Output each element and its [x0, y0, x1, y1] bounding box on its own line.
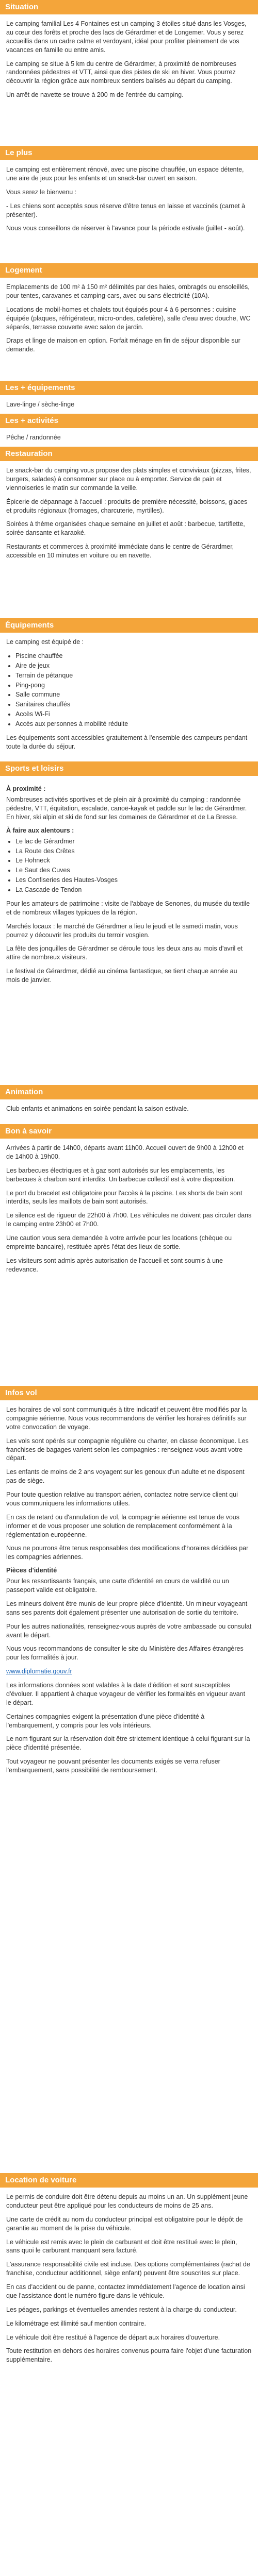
list-item: • Piscine chauffée	[15, 652, 252, 660]
section-body-equipements	[0, 633, 258, 761]
paragraph: Nous vous conseillons de réserver à l'avance pour la période estivale (juillet - août).	[6, 225, 245, 232]
list-item: • Ping-pong	[15, 681, 252, 690]
paragraph: Une carte de crédit au nom du conducteur principal est obligatoire pour le dépôt de garantie au moment de la prise du véhicule.	[6, 2215, 243, 2232]
subheading: À proximité :	[6, 785, 46, 792]
list-item: • Le Hohneck	[15, 856, 252, 865]
section-body-sports	[0, 776, 258, 1085]
paragraph: Pour les autres nationalités, renseignez-vous auprès de votre ambassade ou consulat avant le départ.	[6, 1622, 252, 1639]
paragraph: Les informations données sont valables à la date d'édition et sont susceptibles d'évoluer. Il appartient à chaque voyageur de vérifier les formalités en vigueur avant le départ.	[6, 1682, 246, 1706]
section-header-logement	[0, 263, 258, 278]
section-header-lieu	[0, 146, 258, 160]
paragraph: Les équipements sont accessibles gratuitement à l'ensemble des campeurs pendant toute la durée du séjour.	[6, 734, 248, 750]
paragraph: Les visiteurs sont admis après autorisation de l'accueil et sont soumis à une redevance.	[6, 1257, 223, 1273]
paragraph: Arrivées à partir de 14h00, départs avant 11h00. Accueil ouvert de 9h00 à 12h00 et de 14h00 à 19h00.	[6, 1144, 244, 1160]
section-header-infos-vol	[0, 1386, 258, 1400]
paragraph: Les vols sont opérés sur compagnie régulière ou charter, en classe économique. Les franchises de bagages varient selon les compagnies : renseignez-vous avant votre départ.	[6, 1437, 249, 1462]
paragraph: Soirées à thème organisées chaque semaine en juillet et août : barbecue, tartiflette, soirée dansante et karaoké.	[6, 520, 245, 537]
section-title: Location de voiture	[5, 2176, 77, 2184]
section-title: Infos vol	[5, 1388, 37, 1397]
section-body-restauration	[0, 461, 258, 618]
paragraph: Les horaires de vol sont communiqués à titre indicatif et peuvent être modifiés par la compagnie aérienne. Nous vous recommandons de vérifier les horaires définitifs sur votre convocation de voyage.	[6, 1406, 247, 1431]
paragraph: Tout voyageur ne pouvant présenter les documents exigés se verra refuser l'embarquement, sans possibilité de remboursement.	[6, 1758, 220, 1774]
paragraph: Le véhicule doit être restitué à l'agence de départ aux horaires d'ouverture.	[6, 2333, 220, 2341]
paragraph: Nous vous recommandons de consulter le site du Ministère des Affaires étrangères pour les formalités à jour.	[6, 1645, 244, 1662]
paragraph: - Les chiens sont acceptés sous réserve d'être tenus en laisse et vaccinés (carnet à présenter).	[6, 202, 246, 218]
paragraph: Nombreuses activités sportives et de plein air à proximité du camping : randonnée pédestre, VTT, équitation, escalade, canoë-kayak et paddle sur le lac de Gérardmer. En hiver, ski alpin et ski de fond sur les domaines de Gérardmer et de La Bresse.	[6, 796, 247, 821]
section-body-logement	[0, 278, 258, 381]
section-title: Le plus	[5, 148, 33, 157]
section-title: Équipements	[5, 621, 54, 630]
subheading: Pièces d'identité	[6, 1567, 57, 1574]
paragraph: Marchés locaux : le marché de Gérardmer a lieu le jeudi et le samedi matin, vous pourrez y découvrir les produits du terroir vosgien.	[6, 922, 238, 939]
paragraph: Une caution vous sera demandée à votre arrivée pour les locations (chèque ou empreinte bancaire), restituée après l'état des lieux de sortie.	[6, 1234, 232, 1250]
section-header-sports	[0, 761, 258, 776]
list-item: • Accès Wi-Fi	[15, 710, 252, 719]
paragraph: Toute restitution en dehors des horaires convenus pourra faire l'objet d'une facturation supplémentaire.	[6, 2347, 252, 2364]
paragraph: Emplacements de 100 m² à 150 m² délimités par des haies, ombragés ou ensoleillés, pour tentes, caravanes et camping-cars, avec ou sans électricité (10A).	[6, 283, 250, 299]
section-body-situation	[0, 14, 258, 146]
paragraph: Le festival de Gérardmer, dédié au cinéma fantastique, se tient chaque année au mois de janvier.	[6, 968, 237, 984]
section-body-bon-a-savoir	[0, 1139, 258, 1386]
paragraph: En cas d'accident ou de panne, contactez immédiatement l'agence de location ainsi que l'assistance dont le numéro figure dans le véhicule.	[6, 2283, 245, 2299]
section-header-animation	[0, 1085, 258, 1099]
paragraph: Le silence est de rigueur de 22h00 à 7h00. Les véhicules ne doivent pas circuler dans le camping entre 23h00 et 7h00.	[6, 1212, 252, 1228]
paragraph: Le snack-bar du camping vous propose des plats simples et conviviaux (pizzas, frites, burgers, salades) à consommer sur place ou à emporter. Service de pain et viennoiseries le matin sur commande la veille.	[6, 467, 251, 492]
paragraph: L'assurance responsabilité civile est incluse. Des options complémentaires (rachat de franchise, conducteur additionnel, siège enfant) peuvent être souscrites sur place.	[6, 2261, 250, 2277]
section-title: Sports et loisirs	[5, 764, 64, 773]
paragraph: Le camping se situe à 5 km du centre de Gérardmer, à proximité de nombreuses randonnées pédestres et VTT, ainsi que des pistes de ski en hiver. Vous pourrez découvrir la région grâce aux nombreux sentiers balisés au départ du camping.	[6, 60, 237, 85]
paragraph: Vous serez le bienvenu :	[6, 188, 77, 196]
diplomatie-link[interactable]: www.diplomatie.gouv.fr	[6, 1668, 72, 1675]
paragraph: Les mineurs doivent être munis de leur propre pièce d'identité. Un mineur voyageant sans ses parents doit également présenter une autorisation de sortie du territoire.	[6, 1600, 248, 1616]
list-item: • Salle commune	[15, 690, 252, 699]
paragraph: En cas de retard ou d'annulation de vol, la compagnie aérienne est tenue de vous informer et de vous proposer une solution de remplacement conformément à la réglementation européenne.	[6, 1513, 240, 1538]
section-title: Les + équipements	[5, 383, 75, 392]
subheading: À faire aux alentours :	[6, 826, 74, 834]
list-item: • La Cascade de Tendon	[15, 886, 252, 894]
paragraph: Les barbecues électriques et à gaz sont autorisés sur les emplacements, les barbecues à charbon sont interdits. Un barbecue collectif est à votre disposition.	[6, 1166, 235, 1183]
list-item: • Accès aux personnes à mobilité réduite	[15, 720, 252, 728]
section-header-equipements-logement	[0, 381, 258, 395]
paragraph: Le port du bracelet est obligatoire pour l'accès à la piscine. Les shorts de bain sont interdits, seuls les maillots de bain sont autorisés.	[6, 1189, 243, 1206]
paragraph: Le kilométrage est illimité sauf mention contraire.	[6, 2319, 146, 2327]
paragraph: Certaines compagnies exigent la présentation d'une pièce d'identité à l'embarquement, y compris pour les vols intérieurs.	[6, 1713, 205, 1729]
list-item: • Aire de jeux	[15, 662, 252, 670]
list-item: • Le Saut des Cuves	[15, 866, 252, 875]
paragraph: Un arrêt de navette se trouve à 200 m de l'entrée du camping.	[6, 91, 184, 99]
list-item: • Le lac de Gérardmer	[15, 837, 252, 846]
paragraph: Le camping familial Les 4 Fontaines est un camping 3 étoiles situé dans les Vosges, au cœur des forêts et proche des lacs de Gérardmer et de Longemer. Vous y serez accueillis dans un cadre calme et verdoyant, idéal pour profiter pleinement de vos vacances en famille ou entre amis.	[6, 20, 247, 54]
paragraph: Le permis de conduire doit être détenu depuis au moins un an. Un supplément jeune conducteur peut être appliqué pour les conducteurs de moins de 25 ans.	[6, 2193, 248, 2209]
equipment-list	[15, 652, 252, 728]
section-header-equipements	[0, 618, 258, 633]
paragraph: Épicerie de dépannage à l'accueil : produits de première nécessité, boissons, glaces et produits régionaux (fromages, charcuterie, myrtilles).	[6, 498, 248, 514]
paragraph: Le camping est équipé de :	[6, 638, 84, 646]
section-title: Logement	[5, 266, 42, 275]
paragraph: Les péages, parkings et éventuelles amendes restent à la charge du conducteur.	[6, 2306, 237, 2313]
list-item: • Sanitaires chauffés	[15, 700, 252, 709]
paragraph: Le camping est entièrement rénové, avec une piscine chauffée, un espace détente, une aire de jeux pour les enfants et un snack-bar ouvert en saison.	[6, 166, 244, 182]
section-title: Restauration	[5, 449, 53, 458]
section-body-location-voiture	[0, 2188, 258, 2576]
section-title: Situation	[5, 3, 39, 11]
paragraph: Lave-linge / sèche-linge	[6, 401, 75, 408]
paragraph: Club enfants et animations en soirée pendant la saison estivale.	[6, 1105, 189, 1112]
list-item: • Terrain de pétanque	[15, 671, 252, 680]
paragraph: Pour les amateurs de patrimoine : visite de l'abbaye de Senones, du musée du textile et de nombreux villages typiques de la région.	[6, 900, 250, 916]
section-header-restauration	[0, 447, 258, 461]
paragraph: Le nom figurant sur la réservation doit être strictement identique à celui figurant sur la pièce d'identité présentée.	[6, 1735, 250, 1752]
paragraph: Restaurants et commerces à proximité immédiate dans le centre de Gérardmer, accessible en 10 minutes en voiture ou en navette.	[6, 543, 234, 559]
section-header-location-voiture	[0, 2173, 258, 2188]
paragraph: La fête des jonquilles de Gérardmer se déroule tous les deux ans au mois d'avril et attire de nombreux visiteurs.	[6, 945, 243, 961]
nearby-list	[15, 837, 252, 894]
section-header-bon-a-savoir	[0, 1124, 258, 1139]
section-title: Les + activités	[5, 416, 58, 425]
paragraph: Pêche / randonnée	[6, 434, 61, 441]
paragraph: Pour les ressortissants français, une carte d'identité en cours de validité ou un passeport valide est obligatoire.	[6, 1578, 229, 1594]
section-header-activites	[0, 414, 258, 428]
section-body-equipements-logement	[0, 395, 258, 414]
section-body-animation	[0, 1099, 258, 1124]
section-title: Animation	[5, 1088, 43, 1096]
section-body-lieu	[0, 160, 258, 263]
paragraph: Les enfants de moins de 2 ans voyagent sur les genoux d'un adulte et ne disposent pas de siège.	[6, 1468, 245, 1485]
paragraph: Pour toute question relative au transport aérien, contactez notre service client qui vous communiquera les informations utiles.	[6, 1491, 238, 1507]
section-body-activites	[0, 428, 258, 447]
paragraph: Nous ne pourrons être tenus responsables des modifications d'horaires décidées par les compagnies aériennes.	[6, 1545, 249, 1561]
section-header-situation	[0, 0, 258, 14]
section-title: Bon à savoir	[5, 1127, 52, 1136]
list-item: • La Route des Crêtes	[15, 847, 252, 856]
list-item: • Les Confiseries des Hautes-Vosges	[15, 876, 252, 885]
paragraph: Le véhicule est remis avec le plein de carburant et doit être restitué avec le plein, sans quoi le carburant manquant sera facturé.	[6, 2238, 237, 2255]
section-body-infos-vol	[0, 1400, 258, 2173]
paragraph: Locations de mobil-homes et chalets tout équipés pour 4 à 6 personnes : cuisine équipée (plaques, réfrigérateur, micro-ondes, cafetière), salle d'eau avec douche, WC séparés, terrasse couverte avec salon de jardin.	[6, 306, 251, 331]
paragraph: Draps et linge de maison en option. Forfait ménage en fin de séjour disponible sur demande.	[6, 337, 240, 353]
